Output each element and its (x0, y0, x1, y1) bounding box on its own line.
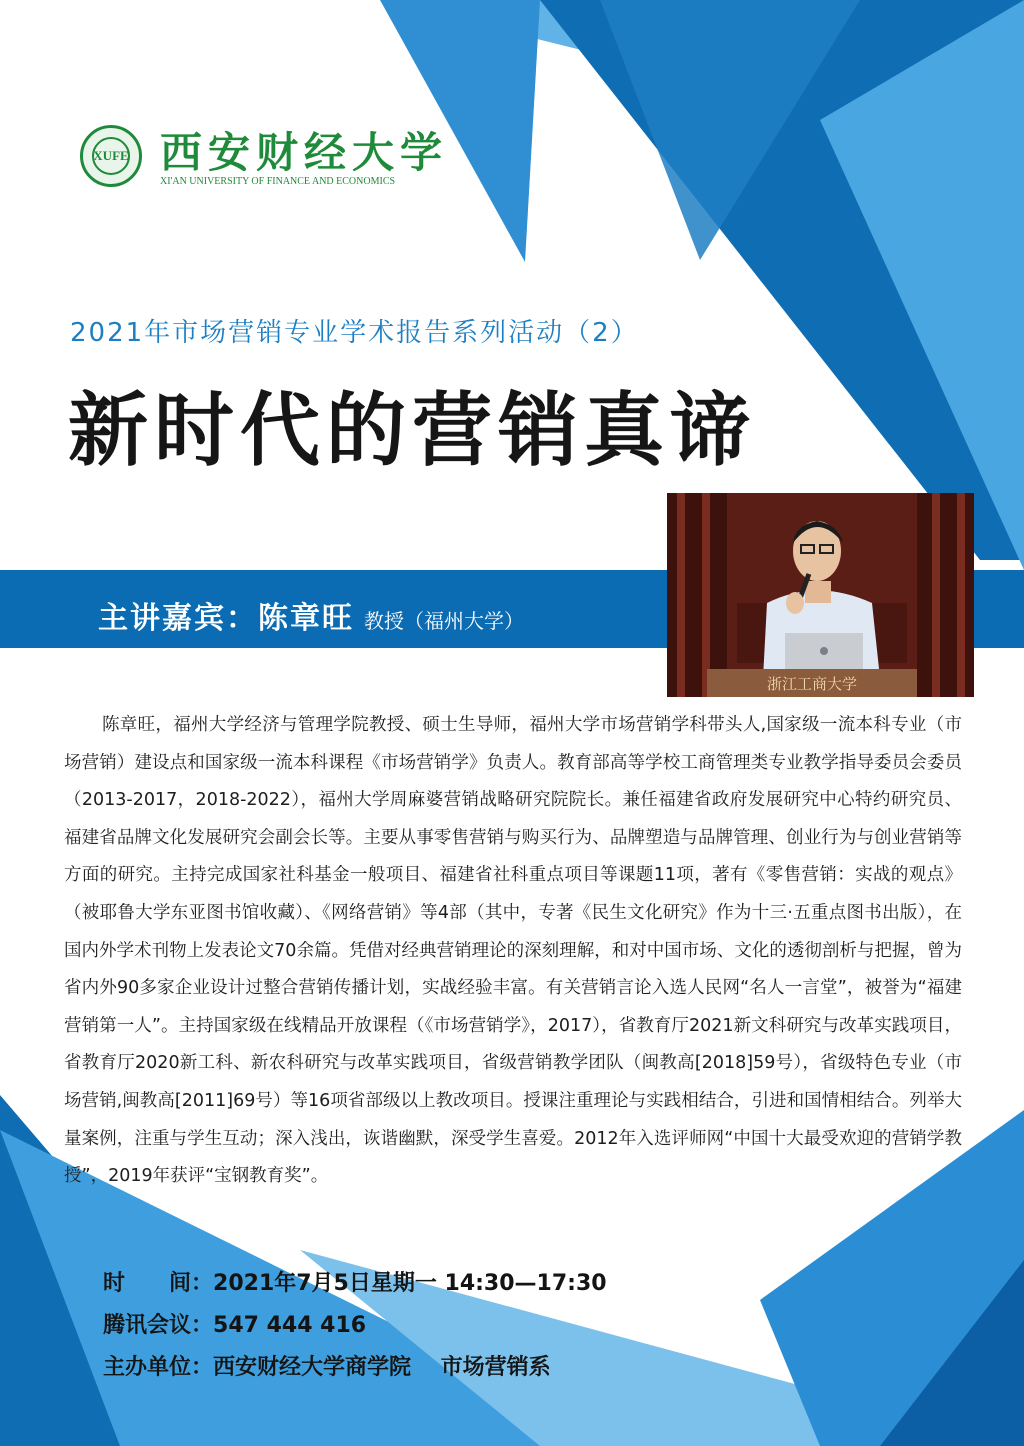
speaker-label: 主讲嘉宾： (98, 601, 258, 636)
info-meeting (103, 1308, 703, 1339)
speaker-affiliation: （福州大学） (404, 609, 524, 633)
event-series: 2021年市场营销专业学术报告系列活动（2） (70, 318, 639, 348)
university-name-cn: 西安财经大学 (160, 128, 449, 177)
speaker-photo (667, 493, 974, 697)
info-host (103, 1350, 703, 1381)
speaker-name: 陈章旺 (258, 601, 354, 636)
time-label: 时 间： (103, 1271, 214, 1296)
emblem-abbr: XUFE (93, 148, 129, 163)
university-emblem-icon (80, 125, 142, 187)
meeting-value: 547 444 416 (213, 1313, 367, 1338)
university-name-en: XI'AN UNIVERSITY OF FINANCE AND ECONOMICS (160, 176, 396, 187)
event-title: 新时代的营销真谛 (68, 383, 756, 477)
speaker-line (98, 593, 524, 637)
time-value: 2021年7月5日星期一 14:30—17:30 (213, 1271, 607, 1296)
meeting-label: 腾讯会议： (103, 1313, 214, 1338)
speaker-rank: 教授 (364, 609, 404, 633)
podium-text: 浙江工商大学 (766, 675, 858, 693)
host-label: 主办单位： (103, 1355, 214, 1380)
university-logo (80, 120, 449, 190)
speaker-bio: 陈章旺，福州大学经济与管理学院教授、硕士生导师，福州大学市场营销学科带头人,国家级一流本科专业（市场营销）建设点和国家级一流本科课程《市场营销学》负责人。教育部高等学校工商管理类专业教学指导委员会委员（2013-2017，2018-2022），福州大学周麻婆营销战略研究院院长。兼任福建省政府发展研究中心特约研究员、福建省品牌文化发展研究会副会长等。主要从事零售营销与购买行为、品牌塑造与品牌管理、创业行为与创业营销等方面的研究。主持完成国家社科基金一般项目、福建省社科重点项目等课题11项，著有《零售营销：实战的观点》（被耶鲁大学东亚图书馆收藏）、《网络营销》等4部（其中，专著《民生文化研究》作为十三·五重点图书出版），在国内外学术刊物上发表论文70余篇。凭借对经典营销理论的深刻理解，和对中国市场、文化的透彻剖析与把握，曾为省内外90多家企业设计过整合营销传播计划，实战经验丰富。有关营销言论入选人民网“名人一言堂”，被誉为“福建营销第一人”。主持国家级在线精品开放课程（《市场营销学》，2017），省教育厅2021新文科研究与改革实践项目，省教育厅2020新工科、新农科研究与改革实践项目，省级营销教学团队（闽教高[2018]59号），省级特色专业（市场营销,闽教高[2011]69号）等16项省部级以上教改项目。授课注重理论与实践相结合，引进和国情相结合。列举大量案例，注重与学生互动；深入浅出，诙谐幽默，深受学生喜爱。2012年入选评师网“中国十大最受欢迎的营销学教授”，2019年获评“宝钢教育奖”。 (64, 715, 962, 1187)
host-value: 西安财经大学商学院 市场营销系 (213, 1355, 551, 1380)
info-time (103, 1266, 703, 1297)
